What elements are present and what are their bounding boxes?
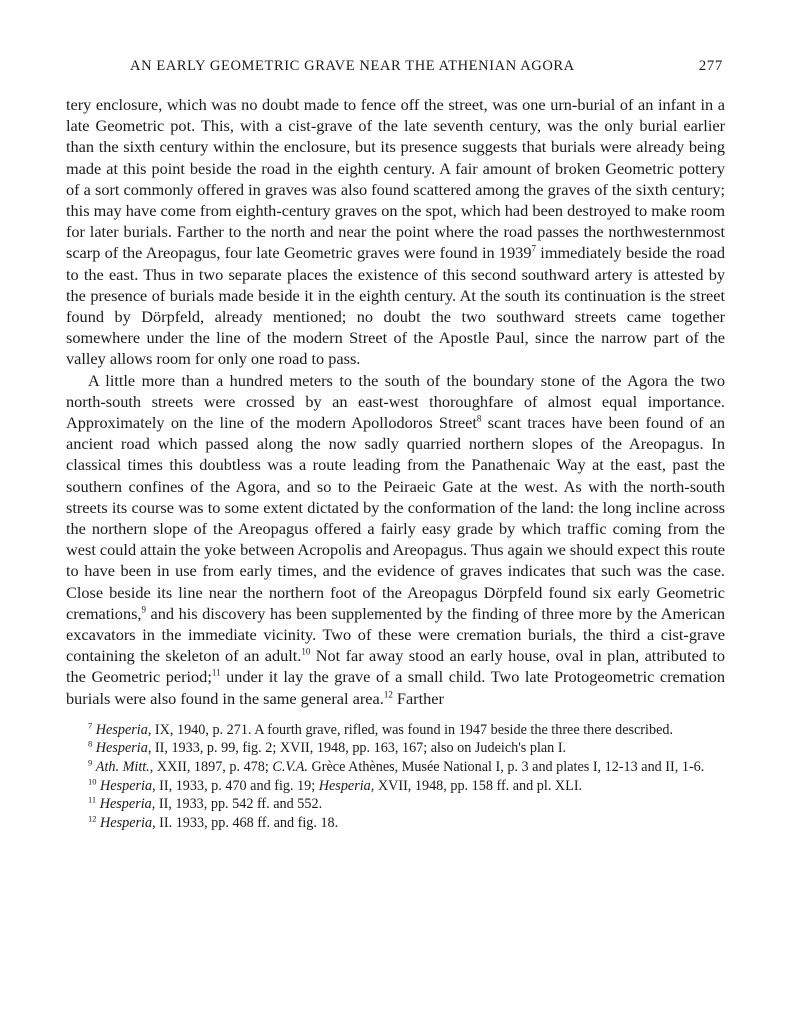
document-page (66, 58, 725, 832)
text-run: and his discovery has been supplemented by the finding of three more by the American excavators in the immediate vicinity. Two of these were cremation burials, the third a cist-grave containing the skeleton of an adult. (66, 603, 725, 666)
footnotes (66, 721, 725, 833)
footnote-ref-12: 12 (383, 689, 393, 700)
footnote-text: Grèce Athènes, Musée National I, p. 3 and plates I, 12-13 and II, 1-6. (307, 759, 705, 776)
footnote-mark: 11 (88, 794, 97, 805)
paragraph-1 (66, 94, 725, 370)
body-text (66, 94, 725, 709)
footnote-mark: 7 (88, 720, 93, 731)
text-run: Not far away stood an early house, oval in plan, attributed to the Geometric period; (66, 646, 726, 687)
footnote-ref-7: 7 (531, 244, 536, 254)
footnote-mark: 8 (88, 738, 93, 749)
footnote-ref-9: 9 (141, 604, 146, 615)
footnote-mark: 12 (88, 813, 97, 824)
journal-title: Hesperia (100, 814, 153, 831)
text-run: A little more than a hundred meters to the south of the boundary stone of the Agora the two north-south streets were crossed by an east-west thoroughfare of almost equal importance. Approximately on the line of the modern Apollodoros Street (66, 370, 725, 433)
journal-title: Hesperia (99, 796, 152, 813)
footnote-text: , II, 1933, p. 470 and fig. 19; (152, 777, 319, 794)
text-run: immediately beside the road to the east. Thus in two separate places the existence of this second southward artery is attested by the presence of burials made beside it in the eighth century. At the south its continuation is the street found by Dörpfeld, already mentioned; no doubt the two southward streets came together somewhere under the line of the modern Street of the Apostle Paul, since the narrow part of the valley allows room for only one road to pass. (66, 243, 726, 369)
footnote-8 (66, 739, 725, 758)
running-header (66, 58, 725, 80)
paragraph-2 (66, 370, 725, 709)
journal-title: Ath. Mitt. (95, 759, 150, 776)
journal-title: Hesperia (95, 721, 148, 738)
footnote-ref-10: 10 (301, 646, 311, 657)
footnote-11 (66, 795, 725, 814)
footnote-12 (66, 814, 725, 833)
footnote-ref-11: 11 (211, 668, 221, 679)
journal-title: Hesperia (318, 777, 371, 794)
footnote-text: , XVII, 1948, pp. 158 ff. and pl. XLI. (370, 777, 583, 794)
footnote-7 (66, 721, 725, 740)
footnote-text: , IX, 1940, p. 271. A fourth grave, rifled, was found in 1947 beside the three there described. (147, 721, 674, 738)
footnote-9 (66, 758, 725, 777)
footnote-ref-8: 8 (476, 413, 482, 424)
text-run: tery enclosure, which was no doubt made to fence off the street, was one urn-burial of an infant in a late Geometric pot. This, with a cist-grave of the late seventh century, was the only burial earlier than the sixth century within the enclosure, but its presence suggests that burials were already being made at this point beside the road in the eighth century. A fair amount of broken Geometric pottery of a sort commonly offered in graves was also found scattered among the graves of the sixth century; this may have come from eighth-century graves on the spot, which had been destroyed to make room for later burials. Farther to the north and near the point where the road passes the northwesternmost scarp of the Areopagus, four late Geometric graves were found in 1939 (66, 95, 725, 263)
journal-title: Hesperia (95, 740, 148, 757)
text-run: scant traces have been found of an ancient road which passed along the now sadly quarried northern slopes of the Areopagus. In classical times this doubtless was a route leading from the Panathenaic Way at the east, past the southern confines of the Agora, and so to the Peiraeic Gate at the west. As with the north-south streets its course was to some extent dictated by the conformation of the land: the long incline across the northern slope of the Areopagus offered a fairly easy grade by which traffic coming from the west could attain the yoke between Acropolis and Areopagus. Thus again we should expect this route to have been in use from early times, and the evidence of graves indicates that such was the case. Close beside its line near the northern foot of the Areopagus Dörpfeld found six early Geometric cremations, (66, 413, 725, 623)
footnote-mark: 10 (88, 775, 97, 786)
running-title: AN EARLY GEOMETRIC GRAVE NEAR THE ATHENIAN AGORA (130, 58, 575, 74)
footnote-text: , XXII, 1897, p. 478; (149, 759, 273, 776)
journal-title: Hesperia (100, 777, 153, 794)
journal-title: C.V.A. (272, 759, 308, 776)
text-run: Farther (392, 688, 444, 708)
footnote-text: , II. 1933, pp. 468 ff. and fig. 18. (152, 814, 339, 831)
footnote-text: , II, 1933, pp. 542 ff. and 552. (151, 796, 323, 813)
page-number: 277 (698, 58, 723, 74)
text-run: under it lay the grave of a small child. Two late Protogeometric cremation burials were also found in the same general area. (66, 667, 725, 708)
footnote-text: , II, 1933, p. 99, fig. 2; XVII, 1948, pp. 163, 167; also on Judeich's plan I. (147, 740, 567, 757)
footnote-10 (66, 777, 725, 796)
footnote-mark: 9 (88, 757, 93, 768)
